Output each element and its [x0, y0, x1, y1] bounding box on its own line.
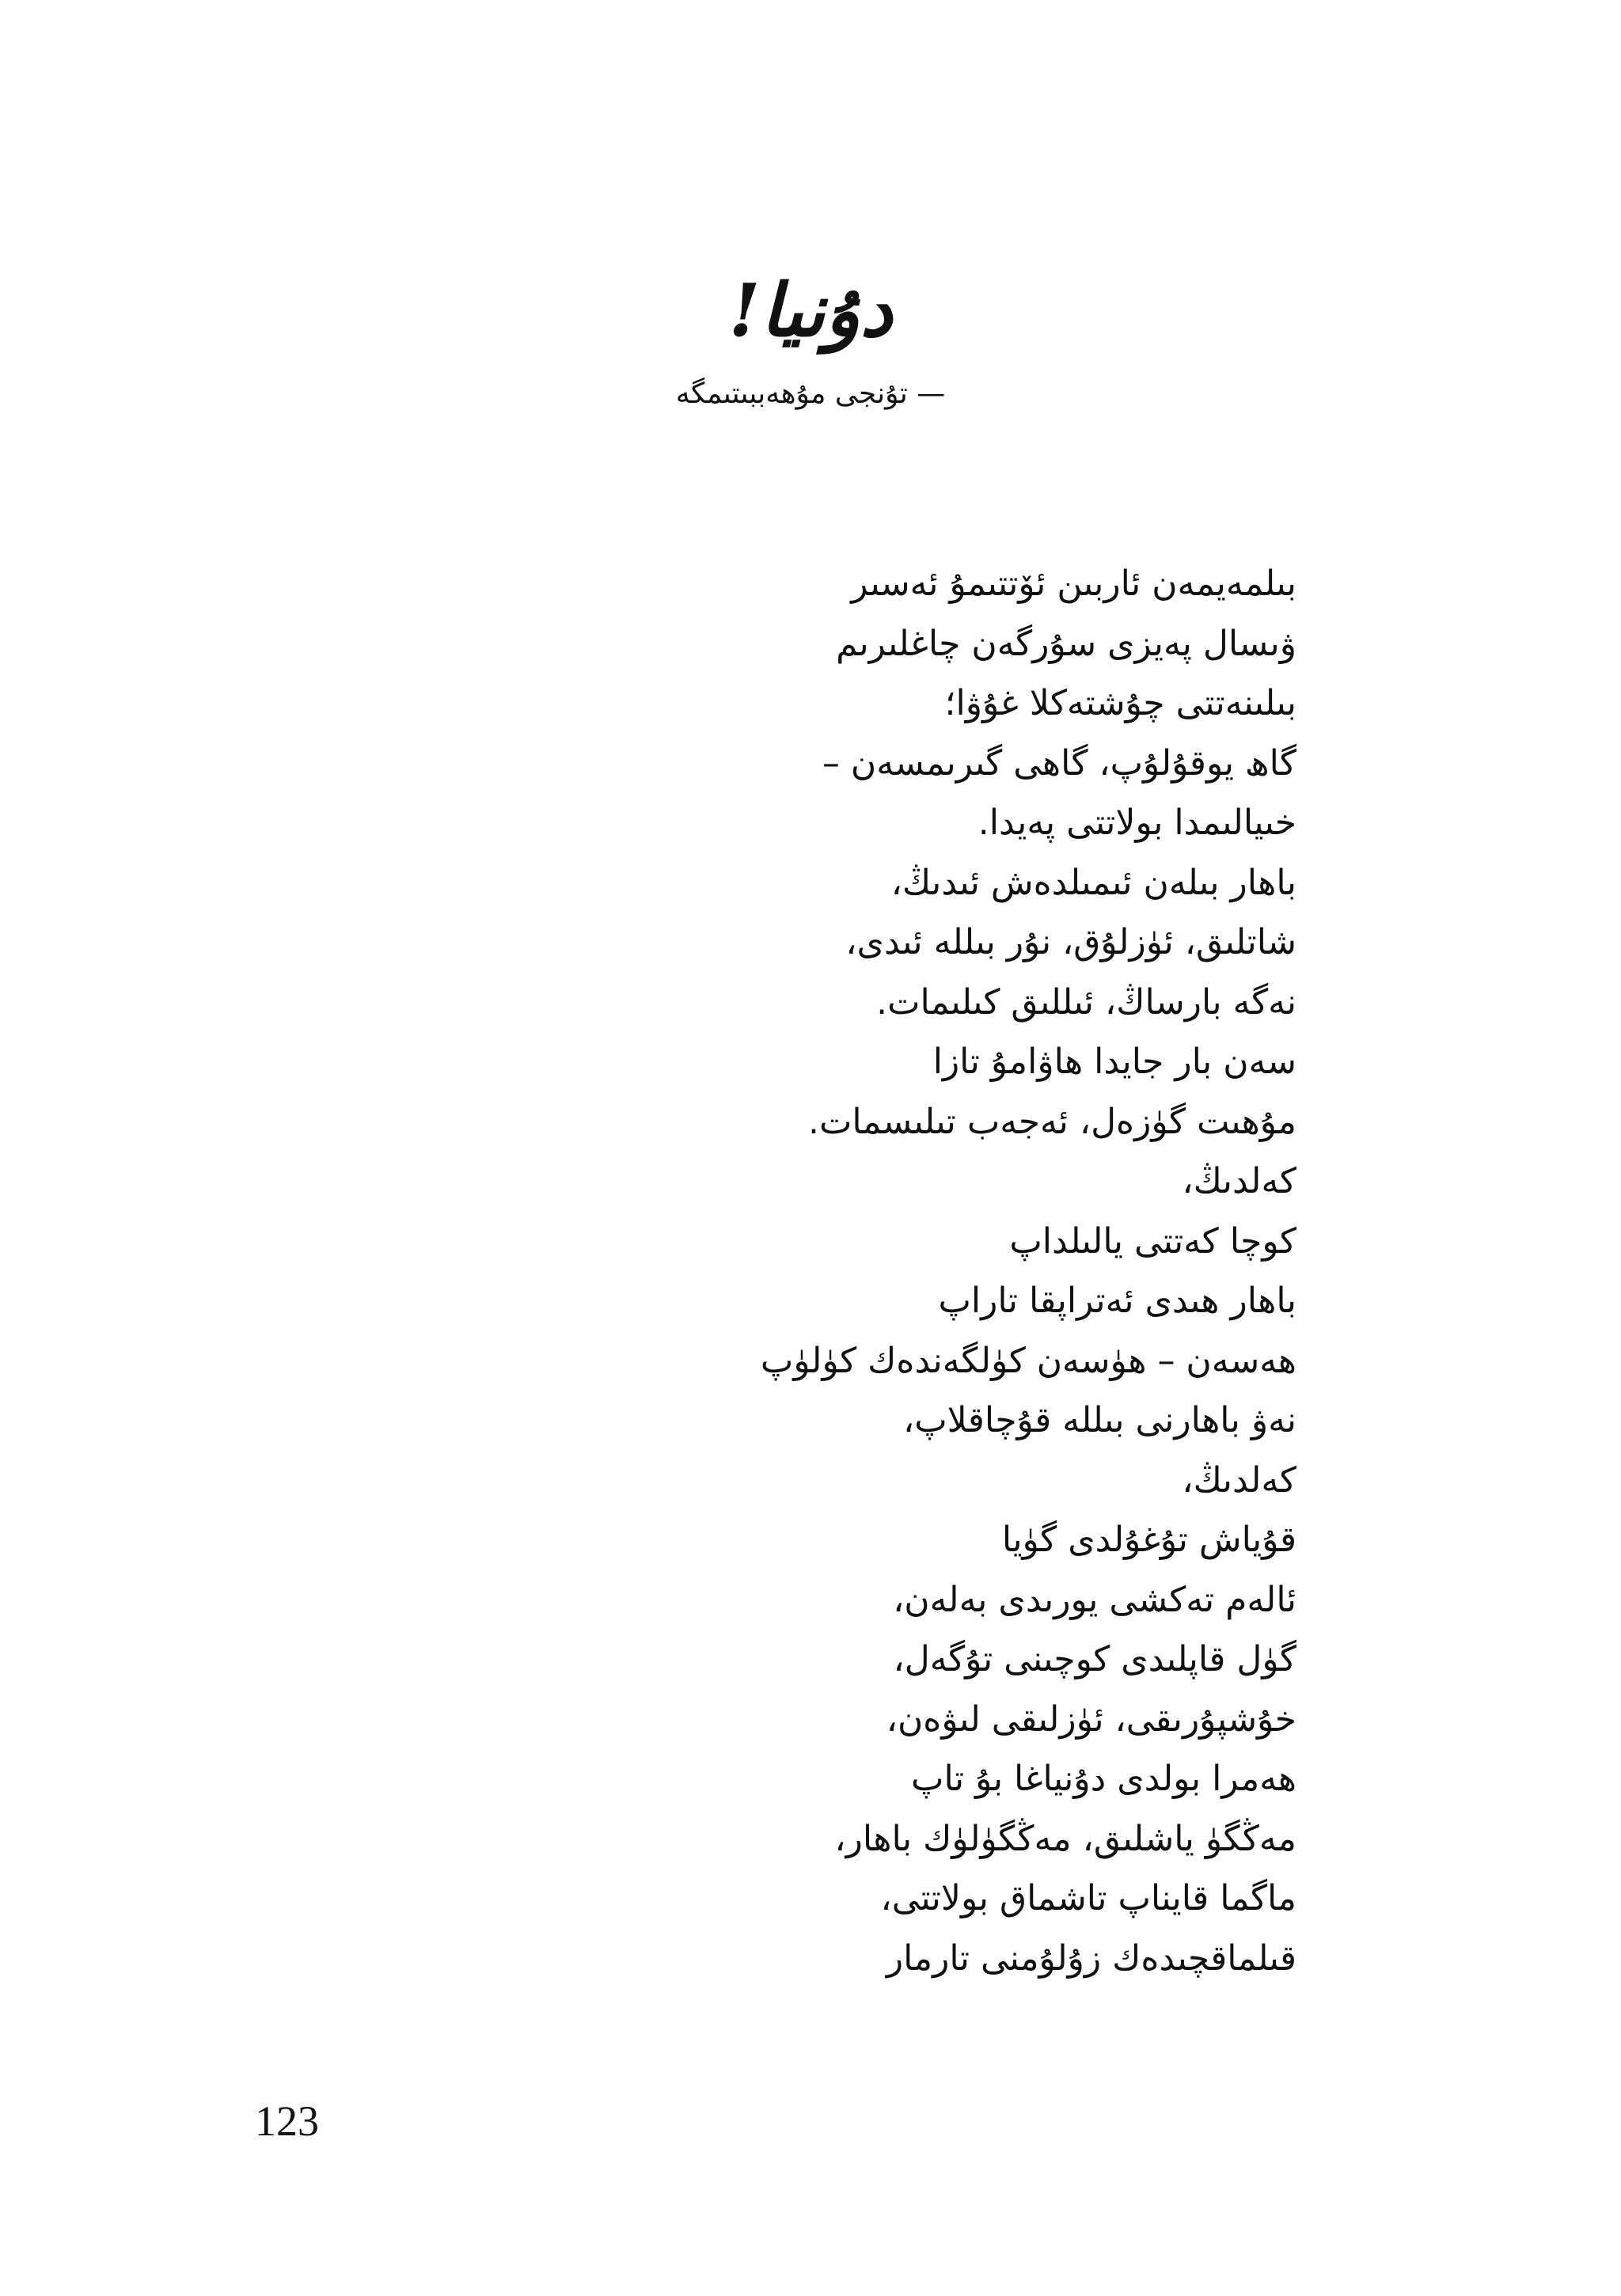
poem-line: شاتلىق، ئۈزلۇق، نۇر بىللە ئىدى، — [845, 922, 1296, 962]
poem-line: كەلدىڭ، — [1182, 1161, 1296, 1201]
poem-line: ماگما قايناپ تاشماق بولاتتى، — [880, 1878, 1296, 1918]
poem-line: ئالەم تەكشى يورىدى بەلەن، — [893, 1579, 1296, 1620]
poem-line: خۇشپۇرىقى، ئۈزلىقى لىۋەن، — [886, 1698, 1296, 1740]
poem-line: كوچا كەتتى يالىلداپ — [1009, 1220, 1296, 1262]
poem-line: بىلىنەتتى چۇشتەكلا غۇۋا؛ — [944, 683, 1296, 723]
poem-line: نەۋ باھارنى بىللە قۇچاقلاپ، — [903, 1400, 1296, 1440]
poem-line: باھار ھىدى ئەتراپقا تاراپ — [938, 1281, 1296, 1321]
poem-body — [268, 554, 1296, 1988]
poem-line: سەن بار جايدا ھاۋامۇ تازا — [932, 1042, 1296, 1082]
poem-line: ھەمرا بولدى دۇنياغا بۇ تاپ — [911, 1759, 1296, 1799]
poem-line: مۇھىت گۈزەل، ئەجەب تىلىسمات. — [807, 1101, 1296, 1142]
poem-dedication: — تۇنجى مۇھەببىتىمگە — [675, 378, 946, 410]
poem-line: نەگە بارساڭ، ئىللىق كىلىمات. — [876, 981, 1296, 1023]
poem-line: بىلمەيمەن ئاربىن ئۆتتىمۇ ئەسىر — [851, 564, 1296, 604]
poem-title: دۇنيا! — [728, 267, 893, 353]
poem-line: باھار بىلەن ئىمىلدەش ئىدىڭ، — [890, 862, 1296, 903]
poem-line: ھەسەن – ھۈسەن كۈلگەندەك كۈلۈپ — [760, 1340, 1296, 1381]
poem-line: قۇياش تۇغۇلدى گۈيا — [1001, 1520, 1296, 1560]
page-number: 123 — [255, 2097, 319, 2145]
poem-line: گاھ يوقۇلۇپ، گاھى گىرىمسەن – — [822, 742, 1296, 784]
poem-line: قىلماقچىدەك زۇلۇمنى تارمار — [886, 1937, 1296, 1979]
poem-line: خىيالىمدا بولاتتى پەيدا. — [978, 803, 1296, 843]
poem-line: مەڭگۈ ياشلىق، مەڭگۈلۈك باھار، — [834, 1818, 1296, 1859]
poem-line: كەلدىڭ، — [1182, 1459, 1296, 1501]
poem-line: ۋىسال پەيزى سۇرگەن چاغلىرىم — [836, 623, 1296, 664]
poem-line: گۈل قاپلىدى كوچىنى تۇگەل، — [893, 1639, 1296, 1679]
